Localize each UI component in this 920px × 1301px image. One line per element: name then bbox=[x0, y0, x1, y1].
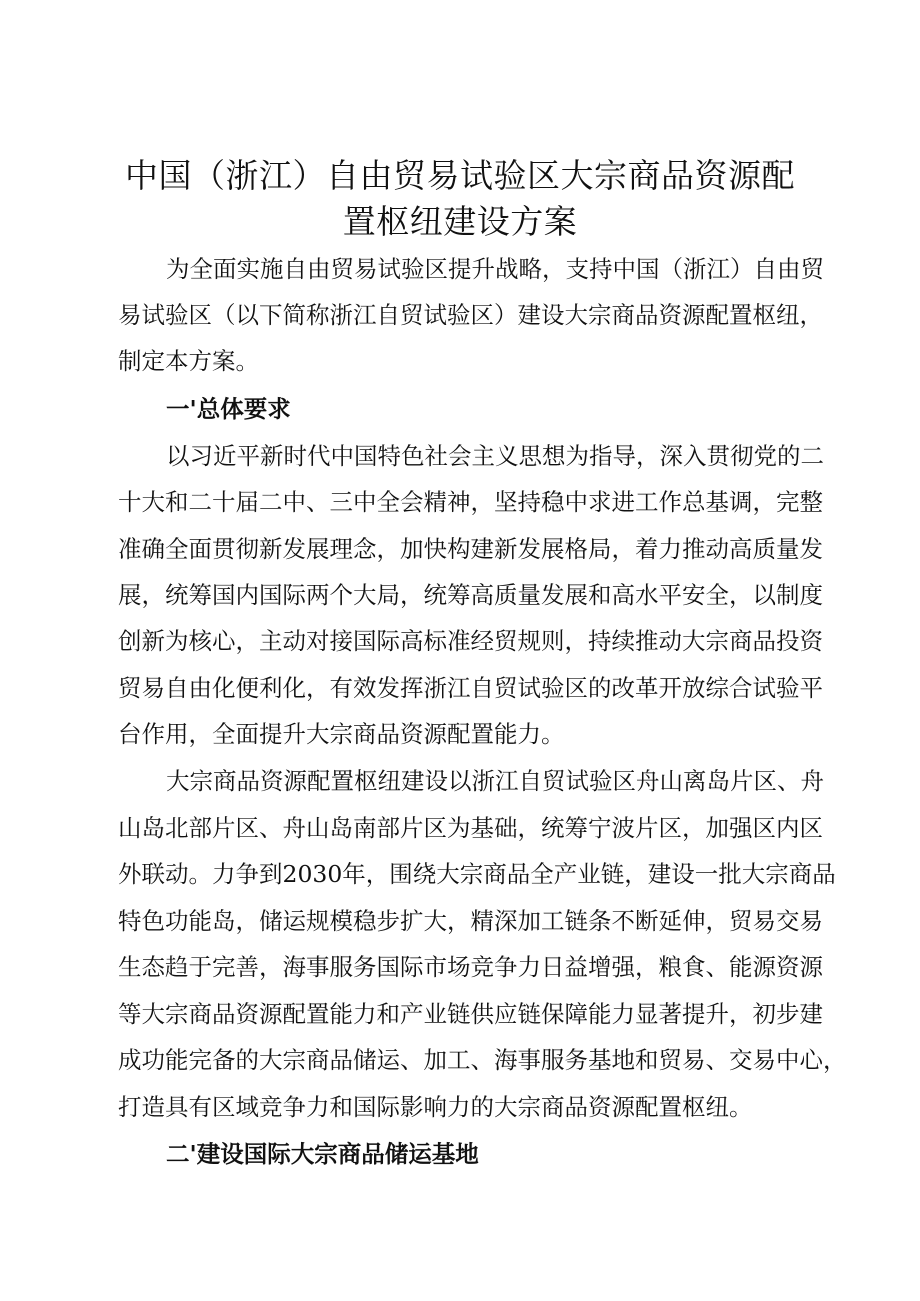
intro-line: 为全面实施自由贸易试验区提升战略，支持中国（浙江）自由贸 bbox=[166, 255, 824, 283]
paragraph-line: 大宗商品资源配置枢纽建设以浙江自贸试验区舟山离岛片区、舟 bbox=[166, 767, 824, 795]
document-title-line-1: 中国（浙江）自由贸易试验区大宗商品资源配 bbox=[125, 156, 795, 195]
section-heading-1: 一'总体要求 bbox=[166, 395, 291, 423]
paragraph-line: 台作用，全面提升大宗商品资源配置能力。 bbox=[118, 720, 565, 748]
section-heading-2: 二'建设国际大宗商品储运基地 bbox=[166, 1140, 479, 1168]
intro-line: 易试验区（以下简称浙江自贸试验区）建设大宗商品资源配置枢纽， bbox=[118, 301, 823, 329]
paragraph-line: 展，统筹国内国际两个大局，统筹高质量发展和高水平安全，以制度 bbox=[118, 581, 823, 609]
paragraph-line: 准确全面贯彻新发展理念，加快构建新发展格局，着力推动高质量发 bbox=[118, 535, 823, 563]
paragraph-line: 以习近平新时代中国特色社会主义思想为指导，深入贯彻党的二 bbox=[166, 442, 824, 470]
document-title-line-2: 置枢纽建设方案 bbox=[342, 202, 578, 241]
paragraph-line: 生态趋于完善，海事服务国际市场竞争力日益增强，粮食、能源资源 bbox=[118, 953, 823, 981]
paragraph-line: 打造具有区域竞争力和国际影响力的大宗商品资源配置枢纽。 bbox=[118, 1093, 753, 1121]
paragraph-line: 山岛北部片区、舟山岛南部片区为基础，统筹宁波片区，加强区内区 bbox=[118, 814, 823, 842]
paragraph-line: 等大宗商品资源配置能力和产业链供应链保障能力显著提升，初步建 bbox=[118, 1000, 823, 1028]
paragraph-line: 创新为核心，主动对接国际高标准经贸规则，持续推动大宗商品投资 bbox=[118, 627, 823, 655]
intro-line: 制定本方案。 bbox=[118, 347, 259, 375]
paragraph-line: 外联动。力争到2030年，围绕大宗商品全产业链，建设一批大宗商品 bbox=[118, 860, 836, 888]
paragraph-line: 成功能完备的大宗商品储运、加工、海事服务基地和贸易、交易中心， bbox=[118, 1046, 847, 1074]
paragraph-line: 贸易自由化便利化，有效发挥浙江自贸试验区的改革开放综合试验平 bbox=[118, 674, 823, 702]
paragraph-line: 十大和二十届二中、三中全会精神，坚持稳中求进工作总基调，完整 bbox=[118, 488, 823, 516]
paragraph-line: 特色功能岛，储运规模稳步扩大，精深加工链条不断延伸，贸易交易 bbox=[118, 907, 823, 935]
